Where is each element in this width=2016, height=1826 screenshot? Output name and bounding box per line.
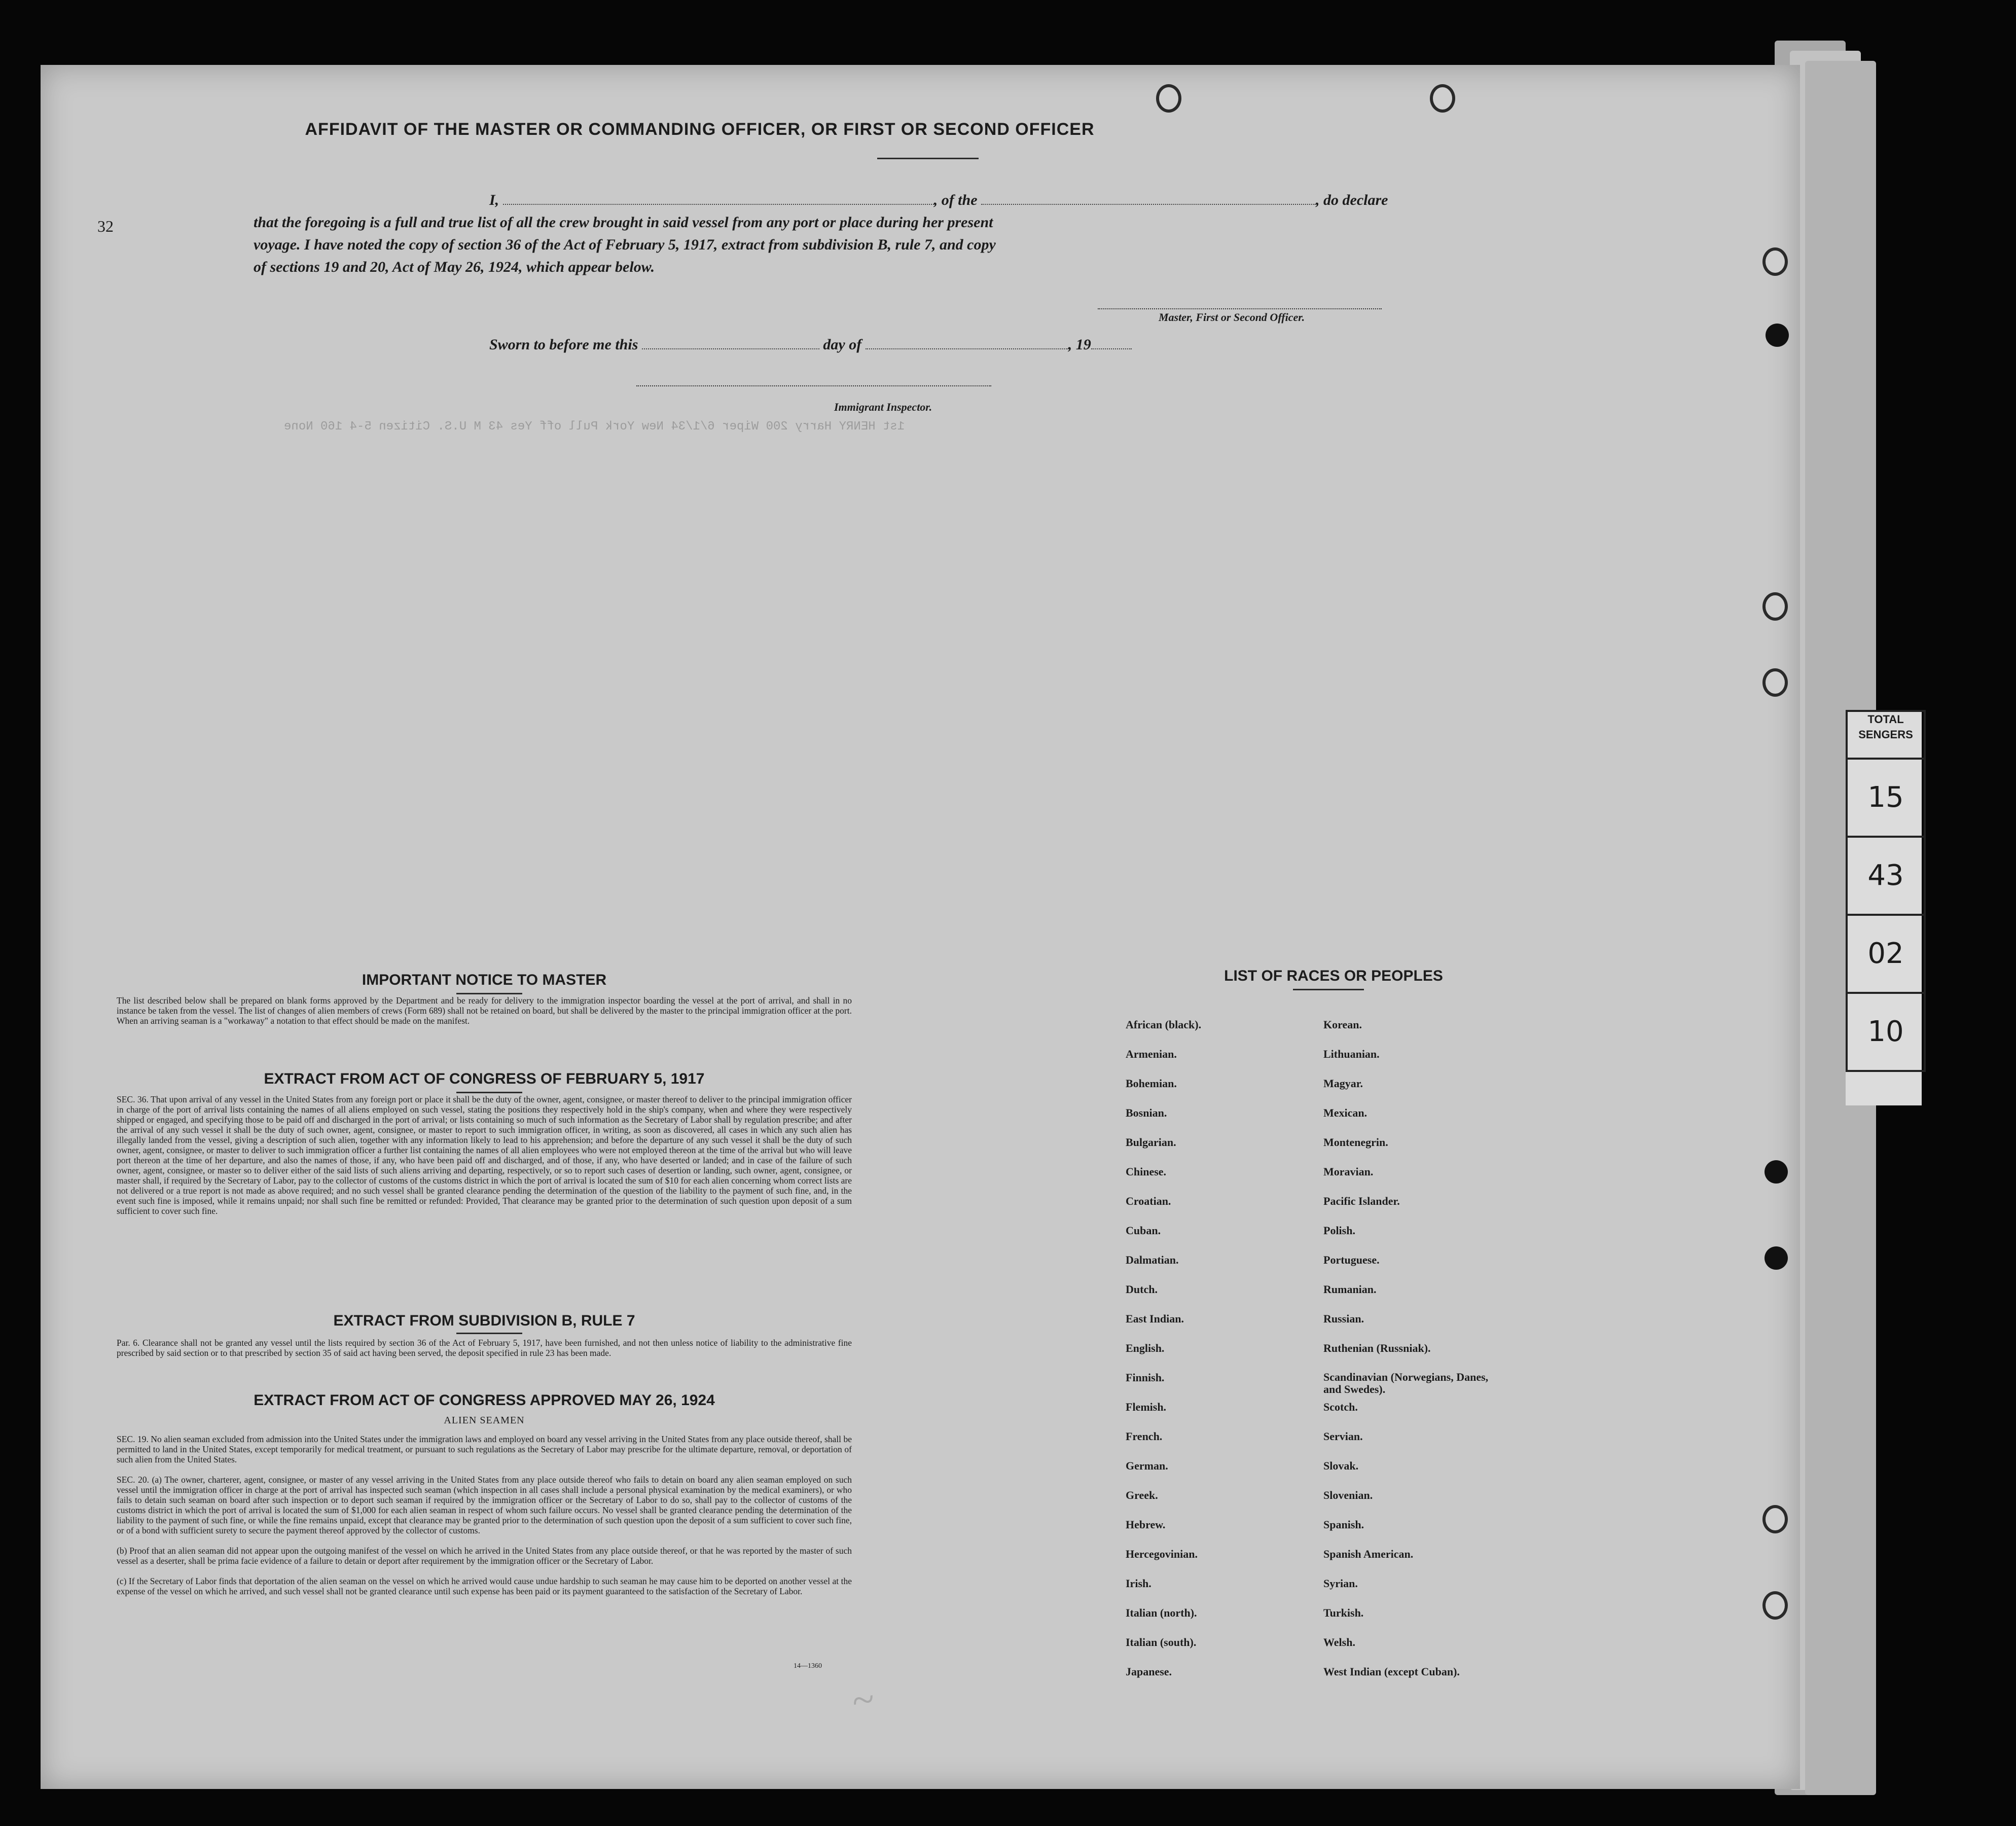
sec20b-text: (b) Proof that an alien seaman did not appear upon the outgoing manifest of the vessel on which he arrived in the United States from any place outside thereof, or that he was reported by the master of such vessel as a deserter, shall be prima facie evidence of a failure to detain or deport after requirement by the immigration officer or the Secretary of Labor. xyxy=(117,1546,852,1566)
subdivision-title: EXTRACT FROM SUBDIVISION B, RULE 7 xyxy=(333,1312,635,1329)
subdivision-rule xyxy=(456,1333,522,1334)
race-entry: Moravian. xyxy=(1323,1165,1374,1178)
affidavit-line1 xyxy=(489,189,1453,211)
race-entry: Irish. xyxy=(1126,1577,1151,1590)
race-entry: Russian. xyxy=(1323,1312,1364,1325)
punch-hole xyxy=(1430,84,1455,113)
notice-rule xyxy=(456,993,522,994)
race-entry: Croatian. xyxy=(1126,1195,1171,1207)
race-entry: Dutch. xyxy=(1126,1283,1158,1296)
faint-signature-mark: ~ xyxy=(849,1676,877,1724)
extract-1917-title: EXTRACT FROM ACT OF CONGRESS OF FEBRUARY 5, 1917 xyxy=(264,1070,705,1087)
form-page xyxy=(41,65,1800,1789)
tab-value: 43 xyxy=(1848,838,1924,916)
race-entry: Pacific Islander. xyxy=(1323,1195,1400,1207)
tab-header xyxy=(1848,712,1924,760)
race-entry: Bosnian. xyxy=(1126,1106,1167,1119)
sec20a-text: SEC. 20. (a) The owner, charterer, agent, consignee, or master of any vessel arriving in the United States from any place outside thereof who fails to detain on board any alien seaman employed on such vessel until the immigration officer in charge at the port of arrival has inspected such seaman (which inspection in all cases shall include a personal physical examination by the medical examiners), or who fails to detain such seaman on board after such inspection or to deport such seaman if required by the immigration officer or the Secretary of Labor to do so, shall pay to the collector of customs of the customs district in which the port of arrival is located the sum of $1,000 for each alien seaman in respect of whom such failure occurs. No vessel shall be granted clearance pending the determination of the liability to the payment of such fine, or while the fine remains unpaid, except that clearance may be granted prior to the determination of such question upon the deposit of a sum sufficient to cover such fine, or of a bond with sufficient surety to secure the payment thereof approved by the collector of customs. xyxy=(117,1475,852,1535)
race-entry: Cuban. xyxy=(1126,1224,1161,1237)
race-entry: Spanish American. xyxy=(1323,1548,1414,1560)
race-entry: Spanish. xyxy=(1323,1518,1364,1531)
tab-value: 15 xyxy=(1848,760,1924,838)
affidavit-declare: , do declare xyxy=(1316,192,1388,208)
punch-hole xyxy=(1765,1246,1788,1270)
punch-hole xyxy=(1156,84,1181,113)
sec20c-text: (c) If the Secretary of Labor finds that deportation of the alien seaman on the vessel on which he arrived would cause undue hardship to such seaman he may cause him to be deported on another vessel at the expense of the vessel on which he arrived, and such vessel shall not be granted clearance until such expense has been paid or its payment guaranteed to the satisfaction of the Secretary of Labor. xyxy=(117,1576,852,1596)
extract-1917-text: SEC. 36. That upon arrival of any vessel in the United States from any foreign port or place it shall be the duty of the owner, agent, consignee, or master thereof to deliver to the principal immigration officer in charge of the port of arrival lists containing the names of all aliens employed on such vessel, stating the positions they respectively hold in the ship's company, when and where they were respectively shipped or engaged, and specifying those to be paid off and discharged in the port of arrival; or lists containing so much of such information as the Secretary of Labor shall by regulation prescribe; and after the arrival of any such vessel it shall be the duty of such owner, agent, consignee, or master to report to such immigration officer, in writing, as soon as discovered, all cases in which any such alien has illegally landed from the vessel, giving a description of such alien, together with any information likely to lead to his apprehension; and before the departure of any such vessel it shall be the duty of such owner, agent, consignee, or master to deliver to such immigration officer a further list containing the names of all alien employees who were not employed thereon at the time of the arrival but who will leave port thereon at the time of her departure, and also the names of those, if any, who have been paid off and discharged, and of those, if any, who have deserted or landed; and in case of the failure of such owner, agent, consignee, or master so to deliver either of the said lists of such aliens arriving and departing, respectively, or so to report such cases of desertion or landing, such owner, agent, consignee, or master shall, if required by the Secretary of Labor, pay to the collector of customs of the customs district in which the port of arrival is located the sum of $10 for each alien concerning whom correct lists are not delivered or a true report is not made as above required; and no such vessel shall be granted clearance pending the determination of the question of the liability to the payment of such fine, and, in the event such fine is imposed, while it remains unpaid; nor shall such fine be remitted or refunded: Provided, That clearance may be granted prior to the determination of such question upon deposit of a sum sufficient to cover such fine. xyxy=(117,1094,852,1216)
race-entry: French. xyxy=(1126,1430,1163,1443)
affidavit-line3: voyage. I have noted the copy of section 36 of the Act of February 5, 1917, extract from subdivision B, rule 7, and copy xyxy=(254,236,996,253)
race-entry: Korean. xyxy=(1323,1018,1362,1031)
race-entry: Greek. xyxy=(1126,1489,1158,1501)
race-entry: Mexican. xyxy=(1323,1106,1367,1119)
race-entry: Hebrew. xyxy=(1126,1518,1166,1531)
officer-name-blank xyxy=(503,194,934,205)
affidavit-i: I, xyxy=(489,192,499,208)
affidavit-line4: of sections 19 and 20, Act of May 26, 1924, which appear below. xyxy=(254,259,655,275)
subdivision-text: Par. 6. Clearance shall not be granted any vessel until the lists required by section 36 of the Act of February 5, 1917, have been furnished, and not then unless notice of liability to the administrative fine prescribed by said section or to that prescribed by section 35 of said act having been served, the deposit specified in rule 23 has been made. xyxy=(117,1338,852,1358)
race-entry: Turkish. xyxy=(1323,1606,1364,1619)
race-entry: African (black). xyxy=(1126,1018,1202,1031)
vessel-name-blank xyxy=(981,194,1316,205)
races-title: LIST OF RACES OR PEOPLES xyxy=(1224,968,1443,984)
race-entry: Italian (north). xyxy=(1126,1606,1197,1619)
race-entry: Japanese. xyxy=(1126,1665,1172,1678)
sworn-year-blank xyxy=(1091,338,1132,349)
race-entry: Portuguese. xyxy=(1323,1254,1380,1266)
sworn-text: Sworn to before me this xyxy=(489,336,638,353)
tab-value: 10 xyxy=(1867,1015,1904,1048)
race-entry: Scotch. xyxy=(1323,1401,1358,1413)
races-rule xyxy=(1293,989,1364,990)
race-entry: Dalmatian. xyxy=(1126,1254,1179,1266)
sec19-text: SEC. 19. No alien seaman excluded from admission into the United States under the immigration laws and employed on board any vessel arriving in the United States from any place outside thereof, shall be permitted to land in the United States, except temporarily for medical treatment, or pursuant to such regulations as the Secretary of Labor may prescribe for the ultimate departure, removal, or deportation of such alien from the United States. xyxy=(117,1434,852,1464)
tab-header-line1: TOTAL xyxy=(1867,713,1904,726)
race-entry: Flemish. xyxy=(1126,1401,1167,1413)
race-entry: Bohemian. xyxy=(1126,1077,1177,1090)
race-entry: English. xyxy=(1126,1342,1165,1354)
punch-hole xyxy=(1762,247,1788,276)
race-entry: Bulgarian. xyxy=(1126,1136,1176,1149)
race-entry: Welsh. xyxy=(1323,1636,1355,1649)
master-signature-line xyxy=(1098,308,1382,309)
inspector-label: Immigrant Inspector. xyxy=(834,401,932,413)
passenger-total-tab xyxy=(1846,710,1926,1072)
master-signature-label: Master, First or Second Officer. xyxy=(1159,311,1305,324)
race-entry: Finnish. xyxy=(1126,1371,1165,1384)
extract-1924-title: EXTRACT FROM ACT OF CONGRESS APPROVED MAY 26, 1924 xyxy=(254,1392,715,1409)
punch-hole xyxy=(1765,1160,1788,1184)
tab-value: 02 xyxy=(1848,916,1924,994)
race-entry: Scandinavian (Norwegians, Danes, and Swedes). xyxy=(1323,1371,1489,1395)
race-entry: Italian (south). xyxy=(1126,1636,1197,1649)
race-entry: East Indian. xyxy=(1126,1312,1184,1325)
affidavit-title: AFFIDAVIT OF THE MASTER OR COMMANDING OFFICER, OR FIRST OR SECOND OFFICER xyxy=(305,120,1095,139)
punch-hole xyxy=(1762,592,1788,621)
race-entry: Magyar. xyxy=(1323,1077,1363,1090)
race-entry: West Indian (except Cuban). xyxy=(1323,1665,1460,1678)
race-entry: Syrian. xyxy=(1323,1577,1358,1590)
race-entry: Montenegrin. xyxy=(1323,1136,1388,1149)
extract-1917-rule xyxy=(456,1092,522,1093)
punch-hole xyxy=(1762,668,1788,697)
race-entry: Servian. xyxy=(1323,1430,1363,1443)
race-entry: Rumanian. xyxy=(1323,1283,1377,1296)
race-entry: Slovak. xyxy=(1323,1459,1359,1472)
form-number: 14—1360 xyxy=(794,1662,822,1670)
sworn-line xyxy=(489,334,1132,356)
punch-hole xyxy=(1762,1505,1788,1533)
race-entry: German. xyxy=(1126,1459,1168,1472)
race-entry: Armenian. xyxy=(1126,1048,1177,1060)
notice-text: The list described below shall be prepared on blank forms approved by the Department and be ready for delivery to the immigration inspector boarding the vessel at the port of arrival, and shall in no instance be taken from the vessel. The list of changes of alien members of crews (Form 689) shall not be retained on board, but shall be delivered by the master to the principal immigration officer at the port. When an arriving seaman is a "workaway" a notation to that effect should be made on the manifest. xyxy=(117,995,852,1026)
margin-mark: 32 xyxy=(97,217,114,235)
sworn-month-blank xyxy=(866,338,1068,349)
day-of-text: day of xyxy=(823,336,862,353)
punch-hole xyxy=(1762,1591,1788,1620)
race-entry: Ruthenian (Russniak). xyxy=(1323,1342,1431,1354)
race-entry: Lithuanian. xyxy=(1323,1048,1380,1060)
race-entry: Chinese. xyxy=(1126,1165,1167,1178)
race-entry: Hercegovinian. xyxy=(1126,1548,1198,1560)
title-rule xyxy=(877,158,979,159)
affidavit-of-the: , of the xyxy=(933,192,978,208)
alien-seamen-subtitle: ALIEN SEAMEN xyxy=(444,1415,525,1426)
notice-title: IMPORTANT NOTICE TO MASTER xyxy=(362,972,607,988)
bleed-through-text: 1st HENRY Harry 200 Wiper 6/1/34 New York Pull off Yes 43 M U.S. Citizen 5-4 160 None xyxy=(284,420,905,434)
tab-header-line2: SENGERS xyxy=(1858,728,1913,741)
year-prefix: , 19 xyxy=(1068,336,1091,353)
punch-hole xyxy=(1766,324,1789,347)
affidavit-line2: that the foregoing is a full and true list of all the crew brought in said vessel from any port or place during her present xyxy=(254,214,993,231)
race-entry: Slovenian. xyxy=(1323,1489,1373,1501)
sworn-day-blank xyxy=(642,338,819,349)
race-entry: Polish. xyxy=(1323,1224,1355,1237)
inspector-signature-line xyxy=(636,385,991,386)
